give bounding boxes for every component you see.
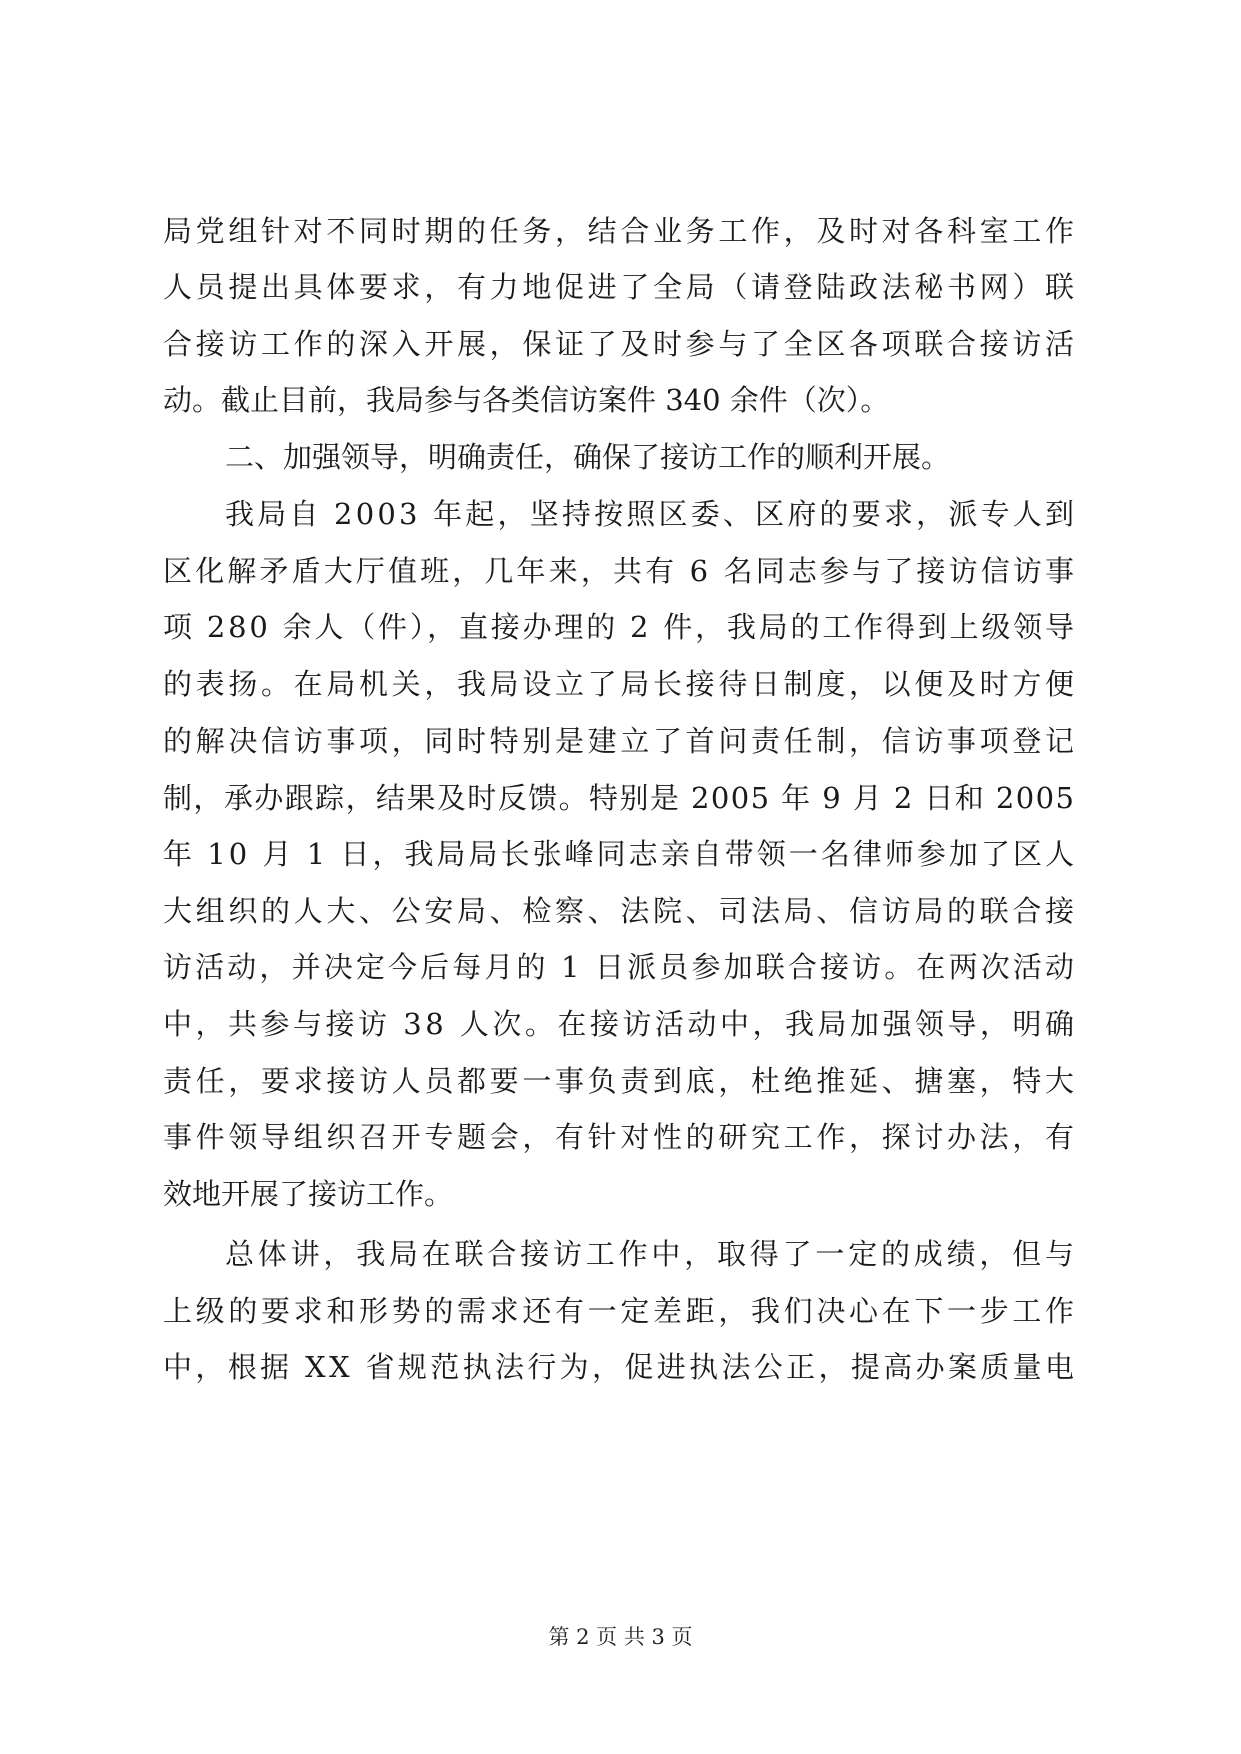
text-line: 二、加强领导，明确责任，确保了接访工作的顺利开展。 [225, 440, 951, 474]
text-line: 项 280 余人（件），直接办理的 2 件，我局的工作得到上级领导 [163, 610, 1077, 644]
text-line: 合接访工作的深入开展，保证了及时参与了全区各项联合接访活 [163, 327, 1078, 361]
text-line: 我局自 2003 年起，坚持按照区委、区府的要求，派专人到 [225, 497, 1078, 531]
text-line: 制，承办跟踪，结果及时反馈。特别是 2005 年 9 月 2 日和 2005 [163, 781, 1076, 815]
text-line: 动。截止目前，我局参与各类信访案件 340 余件（次）。 [163, 383, 890, 417]
text-line: 人员提出具体要求，有力地促进了全局（请登陆政法秘书网）联 [163, 270, 1078, 304]
text-line: 年 10 月 1 日，我局局长张峰同志亲自带领一名律师参加了区人 [163, 837, 1078, 871]
text-line: 上级的要求和形势的需求还有一定差距，我们决心在下一步工作 [163, 1294, 1078, 1328]
text-line: 访活动，并决定今后每月的 1 日派员参加联合接访。在两次活动 [163, 950, 1078, 984]
text-line: 中，根据 XX 省规范执法行为，促进执法公正，提高办案质量电 [163, 1350, 1078, 1384]
text-line: 大组织的人大、公安局、检察、法院、司法局、信访局的联合接 [163, 894, 1078, 928]
text-line: 责任，要求接访人员都要一事负责到底，杜绝推延、搪塞，特大 [163, 1064, 1078, 1098]
text-line: 中，共参与接访 38 人次。在接访活动中，我局加强领导，明确 [163, 1007, 1078, 1041]
text-line: 区化解矛盾大厅值班，几年来，共有 6 名同志参与了接访信访事 [163, 554, 1078, 588]
text-line: 总体讲，我局在联合接访工作中，取得了一定的成绩，但与 [225, 1237, 1078, 1271]
text-line: 局党组针对不同时期的任务，结合业务工作，及时对各科室工作 [163, 214, 1078, 248]
text-line: 事件领导组织召开专题会，有针对性的研究工作，探讨办法，有 [163, 1120, 1078, 1154]
text-line: 的解决信访事项，同时特别是建立了首问责任制，信访事项登记 [163, 724, 1078, 758]
page-number-footer: 第 2 页 共 3 页 [548, 1625, 693, 1649]
text-line: 的表扬。在局机关，我局设立了局长接待日制度，以便及时方便 [163, 667, 1078, 701]
text-line: 效地开展了接访工作。 [163, 1177, 454, 1211]
